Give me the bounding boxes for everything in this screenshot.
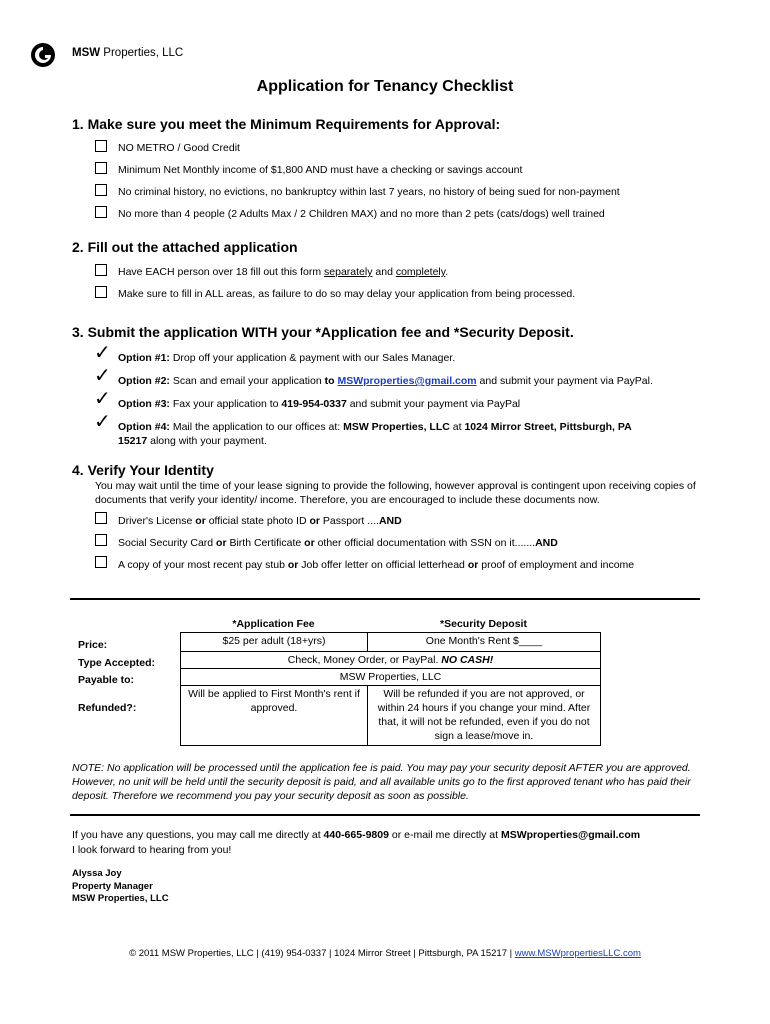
website-link[interactable]: www.MSWpropertiesLLC.com bbox=[514, 948, 641, 959]
checkbox-each-person[interactable] bbox=[95, 264, 107, 276]
refund-application: Will be applied to First Month's rent if approved. bbox=[181, 686, 368, 746]
checkbox-income-proof[interactable] bbox=[95, 556, 107, 568]
requirement-item: NO METRO / Good Credit bbox=[118, 142, 240, 154]
verify-item: Social Security Card or Birth Certificate or other official documentation with SSN on it.......AND bbox=[118, 537, 558, 549]
contact-line-2: I look forward to hearing from you! bbox=[72, 844, 232, 856]
row-label-type: Type Accepted: bbox=[78, 657, 156, 669]
row-label-refunded: Refunded?: bbox=[78, 702, 137, 714]
option-3: Option #3: Fax your application to 419-954-0337 and submit your payment via PayPal bbox=[118, 398, 521, 410]
price-application: $25 per adult (18+yrs) bbox=[181, 633, 368, 652]
price-deposit: One Month's Rent $____ bbox=[368, 633, 601, 652]
company-name: MSW Properties, LLC bbox=[72, 47, 184, 59]
requirement-item: No criminal history, no evictions, no bankruptcy within last 7 years, no history of being sued for non-payment bbox=[118, 186, 620, 198]
application-item: Have EACH person over 18 fill out this form separately and completely. bbox=[118, 266, 449, 278]
row-label-payable: Payable to: bbox=[78, 674, 135, 686]
divider bbox=[70, 814, 700, 816]
checkmark-icon: ✓ bbox=[94, 340, 111, 364]
column-header-application-fee: *Application Fee bbox=[232, 618, 315, 630]
verify-intro: You may wait until the time of your lease signing to provide the following, however approval is contingent upon receiving copies of documents that verify your identity/ income. Therefore, you are encouraged to include these documents now. bbox=[95, 480, 696, 506]
checkbox-ssn[interactable] bbox=[95, 534, 107, 546]
divider bbox=[70, 598, 700, 600]
section-3-heading: 3. Submit the application WITH your *Application fee and *Security Deposit. bbox=[72, 324, 574, 340]
note: NOTE: No application will be processed until the application fee is paid. You may pay your security deposit AFTER you are approved. However, no unit will be held until the security deposit is paid, and all available units go to the first approved tenant who has paid their deposit. Therefore we recommend you pay your security deposit as soon as possible. bbox=[72, 762, 691, 802]
contact-line: If you have any questions, you may call me directly at 440-665-9809 or e-mail me directly at MSWproperties@gmail.com bbox=[72, 829, 641, 841]
company-logo-icon bbox=[30, 42, 56, 68]
checkbox-fill-all[interactable] bbox=[95, 286, 107, 298]
column-header-security-deposit: *Security Deposit bbox=[440, 618, 527, 630]
option-2: Option #2: Scan and email your application to MSWproperties@gmail.com and submit your payment via PayPal. bbox=[118, 375, 653, 387]
signature-block bbox=[72, 868, 169, 906]
checkbox-occupants[interactable] bbox=[95, 206, 107, 218]
checkmark-icon: ✓ bbox=[94, 386, 111, 410]
type-accepted: Check, Money Order, or PayPal. NO CASH! bbox=[181, 652, 601, 669]
requirement-item: Minimum Net Monthly income of $1,800 AND must have a checking or savings account bbox=[118, 164, 523, 176]
option-4: Option #4: Mail the application to our offices at: MSW Properties, LLC at 1024 Mirror Street, Pittsburgh, PA bbox=[118, 421, 632, 433]
application-item: Make sure to fill in ALL areas, as failure to do so may delay your application from being processed. bbox=[118, 288, 576, 300]
option-4-cont: 15217 along with your payment. bbox=[118, 435, 267, 447]
verify-item: Driver's License or official state photo ID or Passport ....AND bbox=[118, 515, 402, 527]
fee-table bbox=[180, 632, 601, 746]
section-2-heading: 2. Fill out the attached application bbox=[72, 239, 298, 255]
option-1: Option #1: Drop off your application & payment with our Sales Manager. bbox=[118, 352, 456, 364]
refund-deposit: Will be refunded if you are not approved, or within 24 hours if you change your mind. After that, it will not be refunded, even if you do not sign a lease/move in. bbox=[368, 686, 601, 746]
payable-to: MSW Properties, LLC bbox=[181, 669, 601, 686]
verify-item: A copy of your most recent pay stub or Job offer letter on official letterhead or proof of employment and income bbox=[118, 559, 635, 571]
page-title: Application for Tenancy Checklist bbox=[256, 78, 514, 95]
email-link[interactable]: MSWproperties@gmail.com bbox=[337, 375, 477, 387]
requirement-item: No more than 4 people (2 Adults Max / 2 Children MAX) and no more than 2 pets (cats/dogs) well trained bbox=[118, 208, 605, 220]
checkmark-icon: ✓ bbox=[94, 363, 111, 387]
checkbox-income[interactable] bbox=[95, 162, 107, 174]
checkbox-id[interactable] bbox=[95, 512, 107, 524]
checkbox-good-credit[interactable] bbox=[95, 140, 107, 152]
checkbox-criminal-history[interactable] bbox=[95, 184, 107, 196]
checkmark-icon: ✓ bbox=[94, 409, 111, 433]
section-1-heading: 1. Make sure you meet the Minimum Requirements for Approval: bbox=[72, 116, 501, 132]
footer: © 2011 MSW Properties, LLC | (419) 954-0337 | 1024 Mirror Street | Pittsburgh, PA 15217 | www.MSWpropertiesLLC.com bbox=[129, 948, 641, 959]
row-label-price: Price: bbox=[78, 639, 108, 651]
signature-company: MSW Properties, LLC bbox=[72, 893, 169, 904]
section-4-heading: 4. Verify Your Identity bbox=[72, 462, 214, 478]
signature-name: Alyssa Joy bbox=[72, 868, 122, 879]
signature-role: Property Manager bbox=[72, 880, 153, 892]
